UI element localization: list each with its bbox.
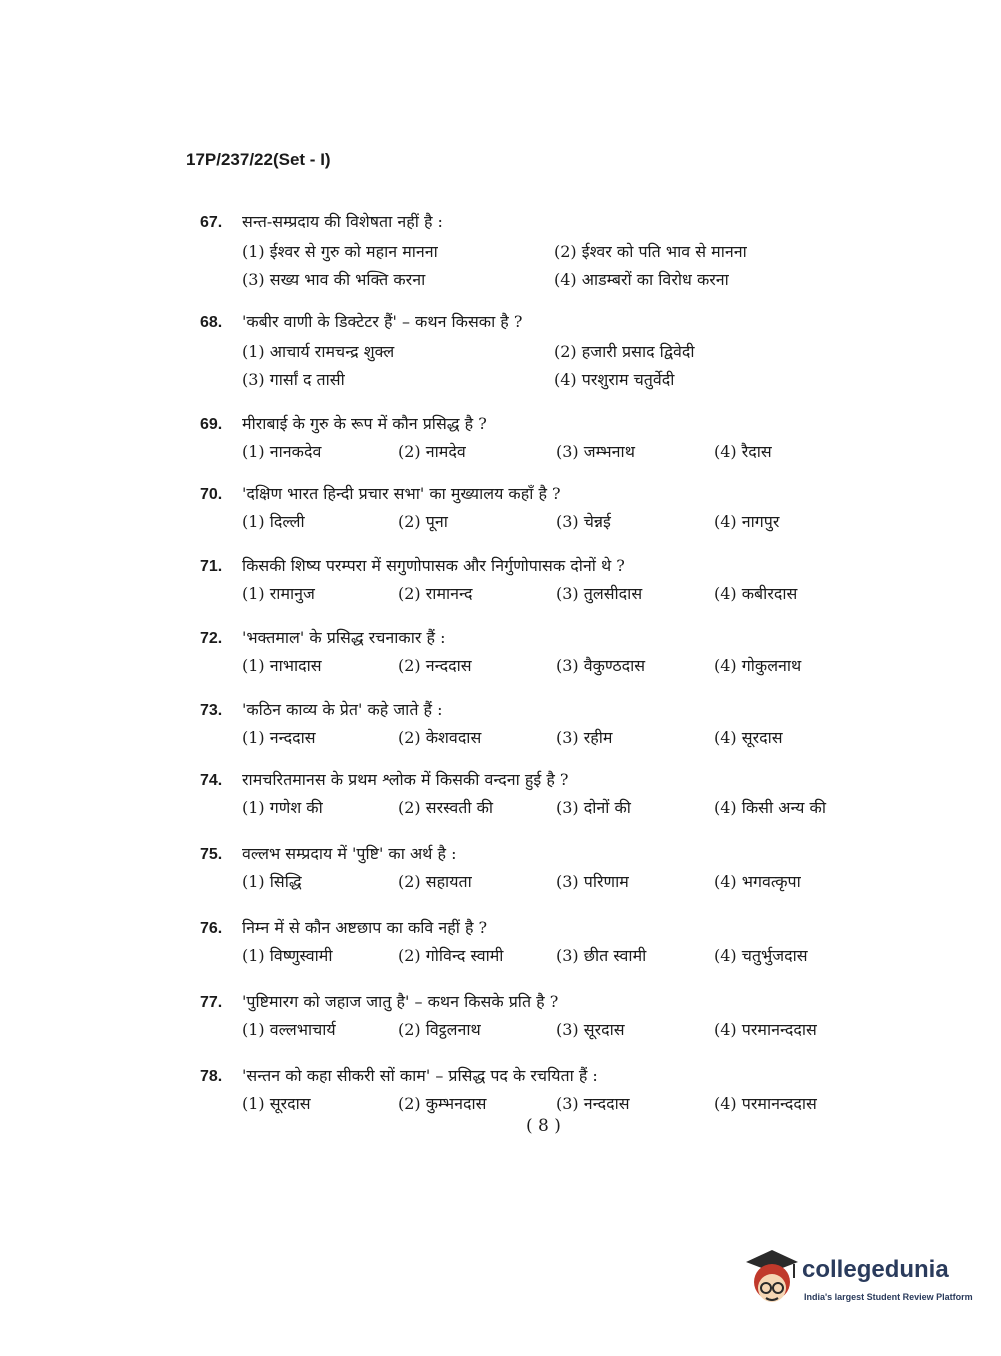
question xyxy=(200,310,860,388)
question xyxy=(200,1064,860,1120)
question-number: 69. xyxy=(200,416,223,433)
option: (3) परिणाम xyxy=(556,872,629,891)
question-text: 'दक्षिण भारत हिन्दी प्रचार सभा' का मुख्यालय कहाँ है ? xyxy=(242,484,561,503)
question-number: 74. xyxy=(200,772,223,789)
option: (3) सख्य भाव की भक्ति करना xyxy=(242,270,426,289)
question-text: किसकी शिष्य परम्परा में सगुणोपासक और निर्गुणोपासक दोनों थे ? xyxy=(242,556,625,575)
question xyxy=(200,698,860,754)
option: (2) सहायता xyxy=(398,872,472,891)
page-number: ( 8 ) xyxy=(526,1116,561,1136)
option: (3) तुलसीदास xyxy=(556,584,643,603)
option: (1) ईश्वर से गुरु को महान मानना xyxy=(242,242,438,261)
option: (4) परमानन्ददास xyxy=(714,1094,817,1113)
question-text: 'पुष्टिमारग को जहाज जातु है' – कथन किसके प्रति है ? xyxy=(242,992,559,1011)
question-number: 77. xyxy=(200,994,223,1011)
option: (2) रामानन्द xyxy=(398,584,473,603)
option: (1) विष्णुस्वामी xyxy=(242,946,333,965)
paper-code: 17P/237/22(Set - I) xyxy=(186,150,331,169)
option: (1) वल्लभाचार्य xyxy=(242,1020,336,1039)
question-number: 71. xyxy=(200,558,223,575)
question xyxy=(200,554,860,610)
option: (2) पूना xyxy=(398,512,448,531)
option: (1) दिल्ली xyxy=(242,512,305,531)
option: (4) सूरदास xyxy=(714,728,783,747)
question-text: 'कठिन काव्य के प्रेत' कहे जाते हैं : xyxy=(242,700,443,719)
question-text: मीराबाई के गुरु के रूप में कौन प्रसिद्ध है ? xyxy=(242,414,487,433)
option: (3) गार्सां द तासी xyxy=(242,370,345,389)
question xyxy=(200,916,860,972)
question xyxy=(200,990,860,1046)
option: (4) गोकुलनाथ xyxy=(714,656,802,675)
option: (4) परशुराम चतुर्वेदी xyxy=(554,370,675,389)
option: (3) छीत स्वामी xyxy=(556,946,647,965)
question-number: 78. xyxy=(200,1068,223,1085)
logo-name: collegedunia xyxy=(802,1256,949,1283)
option: (2) गोविन्द स्वामी xyxy=(398,946,504,965)
option: (3) दोनों की xyxy=(556,798,631,817)
question-text: सन्त-सम्प्रदाय की विशेषता नहीं है : xyxy=(242,212,443,231)
option: (3) नन्ददास xyxy=(556,1094,630,1113)
collegedunia-logo[interactable] xyxy=(742,1248,973,1318)
option: (4) आडम्बरों का विरोध करना xyxy=(554,270,729,289)
option: (2) कुम्भनदास xyxy=(398,1094,487,1113)
question-text: 'भक्तमाल' के प्रसिद्ध रचनाकार हैं : xyxy=(242,628,446,647)
option: (3) सूरदास xyxy=(556,1020,625,1039)
option: (3) रहीम xyxy=(556,728,613,747)
option: (1) सूरदास xyxy=(242,1094,311,1113)
option: (3) वैकुण्ठदास xyxy=(556,656,646,675)
question-text: रामचरितमानस के प्रथम श्लोक में किसकी वन्दना हुई है ? xyxy=(242,770,569,789)
question xyxy=(200,842,860,898)
option: (1) गणेश की xyxy=(242,798,323,817)
question-number: 70. xyxy=(200,486,223,503)
option: (2) ईश्वर को पति भाव से मानना xyxy=(554,242,747,261)
question-text: 'सन्तन को कहा सीकरी सों काम' – प्रसिद्ध पद के रचयिता हैं : xyxy=(242,1066,598,1085)
option: (2) सरस्वती की xyxy=(398,798,494,817)
question xyxy=(200,626,860,682)
question-number: 76. xyxy=(200,920,223,937)
option: (4) रैदास xyxy=(714,442,772,461)
question-text: निम्न में से कौन अष्टछाप का कवि नहीं है ? xyxy=(242,918,488,937)
question xyxy=(200,482,860,538)
option: (1) रामानुज xyxy=(242,584,315,603)
option: (1) नाभादास xyxy=(242,656,322,675)
option: (3) जम्भनाथ xyxy=(556,442,635,461)
question-number: 68. xyxy=(200,314,223,331)
option: (3) चेन्नई xyxy=(556,512,611,531)
question-number: 72. xyxy=(200,630,223,647)
option: (1) सिद्धि xyxy=(242,872,302,891)
question-number: 73. xyxy=(200,702,223,719)
option: (2) विट्ठलनाथ xyxy=(398,1020,481,1039)
logo-tagline: India's largest Student Review Platform xyxy=(804,1292,973,1302)
option: (1) आचार्य रामचन्द्र शुक्ल xyxy=(242,342,395,361)
option: (2) हजारी प्रसाद द्विवेदी xyxy=(554,342,695,361)
option: (1) नानकदेव xyxy=(242,442,322,461)
option: (2) नन्ददास xyxy=(398,656,472,675)
option: (1) नन्ददास xyxy=(242,728,316,747)
option: (4) कबीरदास xyxy=(714,584,798,603)
question-number: 75. xyxy=(200,846,223,863)
mascot-icon xyxy=(742,1248,800,1310)
option: (4) चतुर्भुजदास xyxy=(714,946,808,965)
question-number: 67. xyxy=(200,214,223,231)
question xyxy=(200,412,860,468)
question-text: वल्लभ सम्प्रदाय में 'पुष्टि' का अर्थ है : xyxy=(242,844,457,863)
option: (2) नामदेव xyxy=(398,442,466,461)
option: (4) किसी अन्य की xyxy=(714,798,826,817)
question-text: 'कबीर वाणी के डिक्टेटर हैं' – कथन किसका है ? xyxy=(242,312,523,331)
option: (4) परमानन्ददास xyxy=(714,1020,817,1039)
question xyxy=(200,768,860,824)
question xyxy=(200,210,860,288)
option: (4) भगवत्कृपा xyxy=(714,872,801,891)
option: (2) केशवदास xyxy=(398,728,482,747)
option: (4) नागपुर xyxy=(714,512,780,531)
